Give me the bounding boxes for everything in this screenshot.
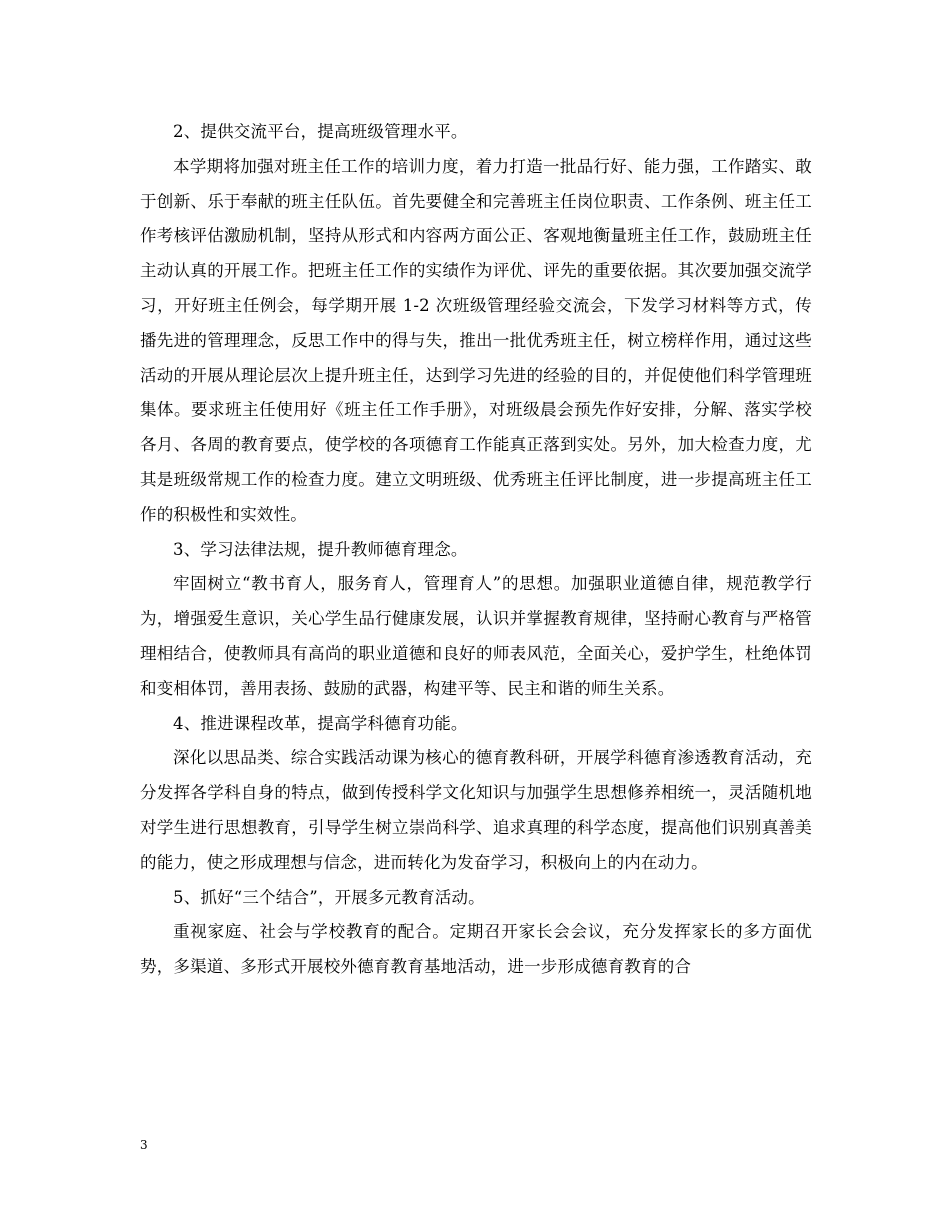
section-heading-4: 4、推进课程改革，提高学科德育功能。 (173, 713, 468, 733)
paragraph-teacher-ethics: 牢固树立“教书育人，服务育人，管理育人”的思想。加强职业道德自律，规范教学行为，增强爱生意识，关心学生品行健康发展，认识并掌握教育规律，坚持耐心教育与严格管理相结合，使教师具有高尚的职业道德和良好的师表风范，全面关心，爱护学生，杜绝体罚和变相体罚，善用表扬、鼓励的武器，构建平等、民主和谐的师生关系。 (140, 574, 812, 698)
document-body (140, 115, 812, 985)
page-number: 3 (140, 1138, 148, 1152)
paragraph-curriculum-reform: 深化以思品类、综合实践活动课为核心的德育教科研，开展学科德育渗透教育活动，充分发挥各学科自身的特点，做到传授科学文化知识与加强学生思想修养相统一，灵活随机地对学生进行思想教育，引导学生树立崇尚科学、追求真理的科学态度，提高他们识别真善美的能力，使之形成理想与信念，进而转化为发奋学习，积极向上的内在动力。 (140, 748, 812, 872)
paragraph-three-combinations: 重视家庭、社会与学校教育的配合。定期召开家长会会议，充分发挥家长的多方面优势，多渠道、多形式开展校外德育教育基地活动，进一步形成德育教育的合 (140, 922, 812, 977)
section-heading-5: 5、抓好“三个结合”，开展多元教育活动。 (173, 887, 485, 907)
section-heading-2: 2、提供交流平台，提高班级管理水平。 (173, 122, 468, 141)
section-heading-3: 3、学习法律法规，提升教师德育理念。 (173, 539, 468, 559)
paragraph-class-teacher-training: 本学期将加强对班主任工作的培训力度，着力打造一批品行好、能力强，工作踏实、敢于创新、乐于奉献的班主任队伍。首先要健全和完善班主任岗位职责、工作条例、班主任工作考核评估激励机制，坚持从形式和内容两方面公正、客观地衡量班主任工作，鼓励班主任主动认真的开展工作。把班主任工作的实绩作为评优、评先的重要依据。其次要加强交流学习，开好班主任例会，每学期开展 1-2 次班级管理经验交流会，下发学习材料等方式，传播先进的管理理念，反思工作中的得与失，推出一批优秀班主任，树立榜样作用，通过这些活动的开展从理论层次上提升班主任，达到学习先进的经验的目的，并促使他们科学管理班集体。要求班主任使用好《班主任工作手册》，对班级晨会预先作好安排，分解、落实学校各月、各周的教育要点，使学校的各项德育工作能真正落到实处。另外，加大检查力度，尤其是班级常规工作的检查力度。建立文明班级、优秀班主任评比制度，进一步提高班主任工作的积极性和实效性。 (140, 156, 812, 524)
